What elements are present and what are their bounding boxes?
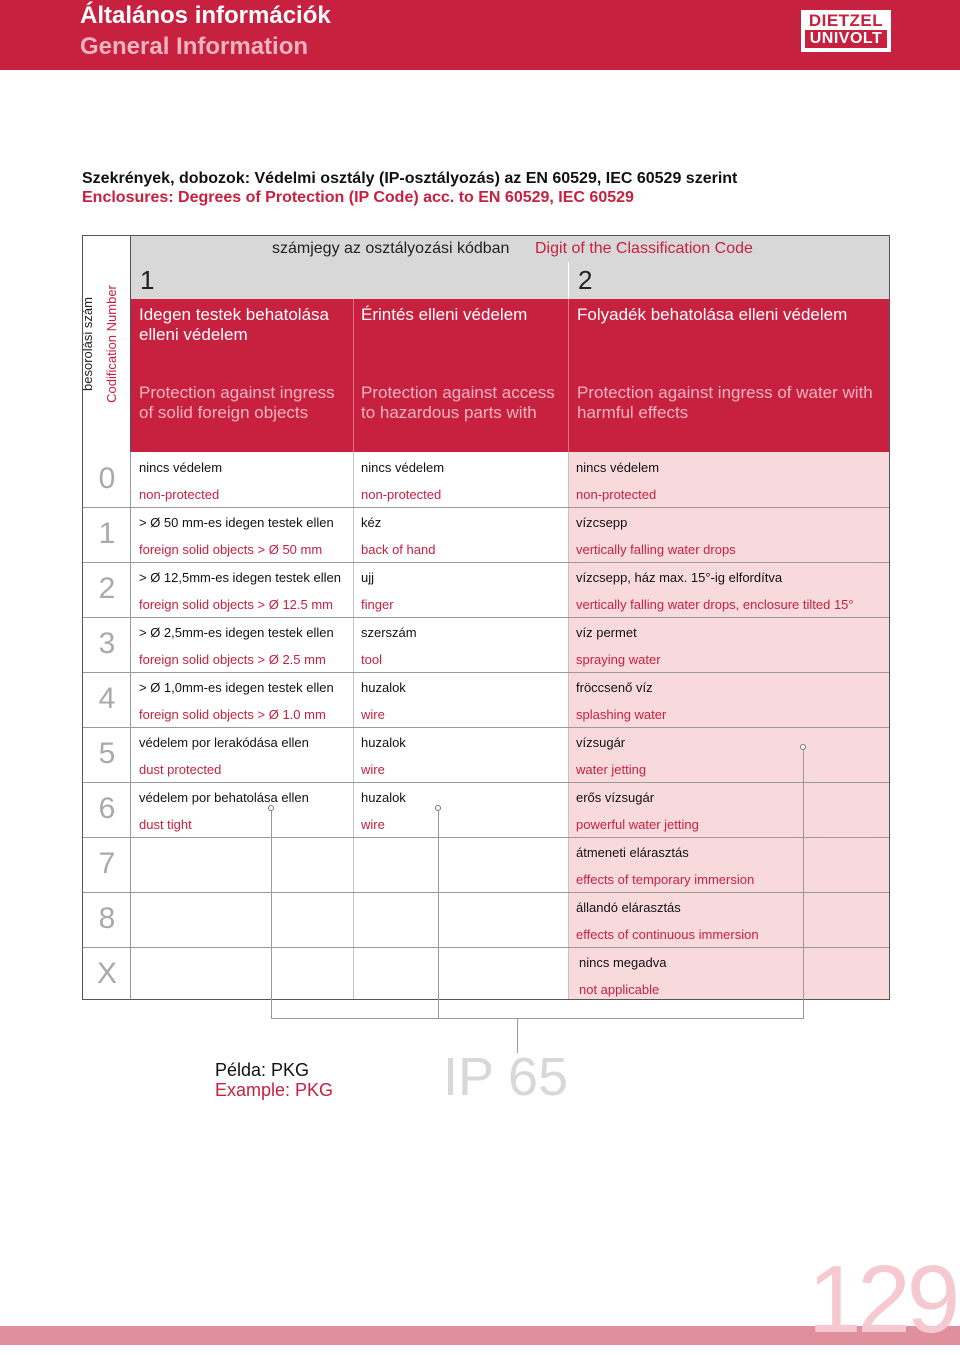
column-header-water-hu: Folyadék behatolása elleni védelem: [577, 305, 848, 324]
cell-contact-hu: huzalok: [361, 735, 406, 750]
row-number: 0: [98, 462, 116, 495]
cell-contact-hu: ujj: [361, 570, 375, 585]
example-label-hu: Példa: PKG: [215, 1060, 310, 1080]
cell-solids-en: foreign solid objects > Ø 2.5 mm: [139, 652, 326, 667]
cell-water-en: powerful water jetting: [576, 817, 699, 832]
cell-contact-hu: szerszám: [361, 625, 417, 640]
second-digit-label: 2: [578, 265, 593, 295]
cell-contact-hu: huzalok: [361, 790, 406, 805]
ip-code-table: [82, 235, 890, 1000]
cell-solids-hu: védelem por behatolása ellen: [139, 790, 309, 805]
row-number: X: [96, 957, 117, 990]
logo-text-top: DIETZEL: [808, 11, 884, 30]
cell-water-en: vertically falling water drops, enclosure tilted 15°: [576, 597, 854, 612]
codification-label-en: Codification Number: [104, 285, 119, 403]
cell-solids-en: dust protected: [139, 762, 222, 777]
column-header-contact-en: Protection against access to hazardous parts with: [361, 383, 555, 422]
cell-water-en: splashing water: [576, 707, 667, 722]
cell-contact-en: non-protected: [361, 487, 442, 502]
page-number: 129: [808, 1246, 957, 1353]
row-number: 8: [98, 902, 116, 935]
cell-water-en: not applicable: [579, 982, 660, 997]
column-header-contact-hu: Érintés elleni védelem: [361, 305, 528, 324]
bracket-line: [438, 811, 439, 1019]
cell-contact-hu: nincs védelem: [361, 460, 445, 475]
cell-water-en: spraying water: [576, 652, 661, 667]
cell-contact-en: wire: [361, 762, 385, 777]
row-number: 6: [98, 792, 116, 825]
cell-water-hu: nincs megadva: [579, 955, 667, 970]
cell-water-hu: vízsugár: [576, 735, 626, 750]
cell-water-en: water jetting: [576, 762, 647, 777]
cell-solids-en: non-protected: [139, 487, 220, 502]
first-digit-label: 1: [140, 265, 155, 295]
cell-solids-en: dust tight: [139, 817, 192, 832]
cell-solids-hu: > Ø 50 mm-es idegen testek ellen: [139, 515, 334, 530]
cell-solids-hu: védelem por lerakódása ellen: [139, 735, 309, 750]
cell-contact-en: tool: [361, 652, 382, 667]
column-header-solids-en: Protection against ingress of solid foreign objects: [139, 383, 335, 422]
section-heading-en: Enclosures: Degrees of Protection (IP Code) acc. to EN 60529, IEC 60529: [82, 189, 634, 206]
example-ip-code: IP 65: [443, 1047, 569, 1107]
logo-text-bottom: UNIVOLT: [805, 30, 887, 48]
digit-label-en: Digit of the Classification Code: [535, 240, 753, 257]
cell-solids-en: foreign solid objects > Ø 12.5 mm: [139, 597, 334, 612]
cell-water-hu: nincs védelem: [576, 460, 660, 475]
cell-contact-hu: huzalok: [361, 680, 406, 695]
cell-contact-en: wire: [361, 707, 385, 722]
column-header-water-en: Protection against ingress of water with harmful effects: [577, 383, 873, 422]
row-number: 1: [98, 517, 116, 550]
page-title-hu: Általános információk: [80, 2, 331, 29]
cell-water-hu: állandó elárasztás: [576, 900, 681, 915]
row-number: 3: [98, 627, 116, 660]
cell-water-en: effects of temporary immersion: [576, 872, 755, 887]
cell-solids-en: foreign solid objects > Ø 1.0 mm: [139, 707, 326, 722]
cell-solids-en: foreign solid objects > Ø 50 mm: [139, 542, 323, 557]
column-header-solids-hu: Idegen testek behatolása elleni védelem: [139, 305, 329, 344]
digit-label-hu: számjegy az osztályozási kódban: [272, 240, 510, 257]
codification-label-hu: besorolási szám: [80, 297, 95, 391]
row-number: 7: [98, 847, 116, 880]
cell-water-en: non-protected: [576, 487, 657, 502]
cell-solids-hu: nincs védelem: [139, 460, 223, 475]
example-label-en: Example: PKG: [215, 1080, 334, 1100]
cell-water-hu: víz permet: [576, 625, 637, 640]
cell-contact-en: back of hand: [361, 542, 436, 557]
cell-solids-hu: > Ø 12,5mm-es idegen testek ellen: [139, 570, 341, 585]
bracket-line: [803, 750, 804, 1019]
company-logo: [801, 10, 891, 52]
cell-water-hu: vízcsepp: [576, 515, 628, 530]
cell-water-en: effects of continuous immersion: [576, 927, 759, 942]
cell-solids-hu: > Ø 1,0mm-es idegen testek ellen: [139, 680, 334, 695]
cell-water-hu: átmeneti elárasztás: [576, 845, 689, 860]
row-number: 2: [98, 572, 116, 605]
bracket-line: [271, 811, 272, 1019]
cell-water-hu: erős vízsugár: [576, 790, 655, 805]
cell-contact-hu: kéz: [361, 515, 382, 530]
cell-water-hu: vízcsepp, ház max. 15°-ig elfordítva: [576, 570, 783, 585]
row-number: 5: [98, 737, 116, 770]
bracket-line: [271, 1018, 804, 1019]
cell-contact-en: finger: [361, 597, 394, 612]
page-title-en: General Information: [80, 33, 309, 60]
cell-contact-en: wire: [361, 817, 385, 832]
cell-water-en: vertically falling water drops: [576, 542, 736, 557]
cell-water-hu: fröccsenő víz: [576, 680, 653, 695]
cell-solids-hu: > Ø 2,5mm-es idegen testek ellen: [139, 625, 334, 640]
row-number: 4: [98, 682, 116, 715]
section-heading-hu: Szekrények, dobozok: Védelmi osztály (IP-osztályozás) az EN 60529, IEC 60529 szerint: [82, 170, 738, 187]
